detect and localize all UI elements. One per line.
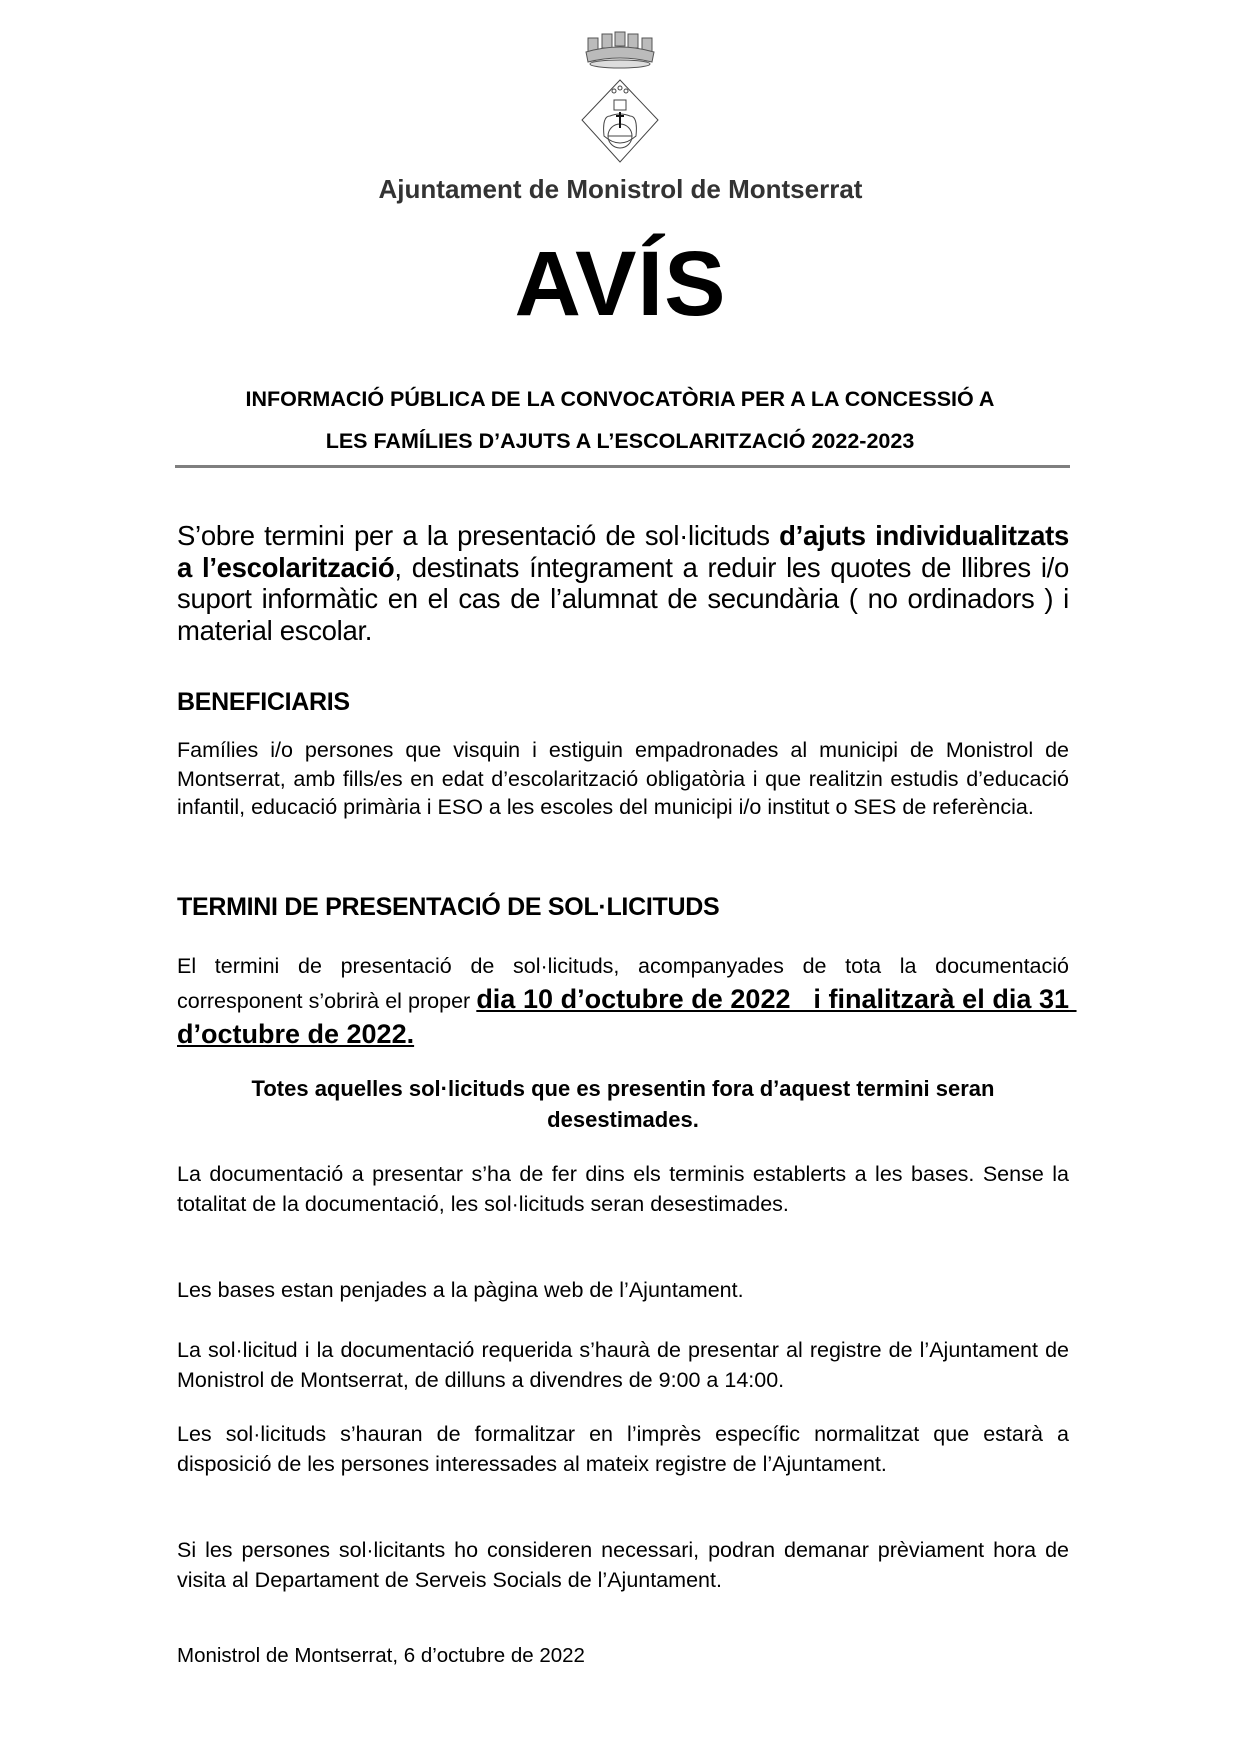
notice-title: AVÍS [514,233,727,335]
termini-heading: TERMINI DE PRESENTACIÓ DE SOL·LICITUDS [177,893,720,921]
intro-bold-text: d’ajuts individualitzats a l’escolarització [177,520,1077,583]
beneficiaris-heading: BENEFICIARIS [177,688,350,716]
paragraph-social-services: Si les persones sol·licitants ho consideren necessari, podran demanar prèviament hora de visita al Departament de Serveis Socials de l’Ajuntament. [177,1538,1069,1592]
intro-text-before: S’obre termini per a la presentació de sol·licituds [177,520,780,551]
header-divider [175,465,1070,468]
paragraph-bases: Les bases estan penjades a la pàgina web de l’Ajuntament. [177,1278,744,1302]
paragraph-documentation: La documentació a presentar s’ha de fer dins els terminis establerts a les bases. Sense la totalitat de la documentació, les sol·licituds seran desestimades. [177,1162,1069,1216]
paragraph-registry: La sol·licitud i la documentació requerida s’haurà de presentar al registre de l’Ajuntament de Monistrol de Montserrat, de dilluns a divendres de 9:00 a 14:00. [177,1338,1069,1392]
beneficiaris-paragraph: Famílies i/o persones que visquin i estiguin empadronades al municipi de Monistrol de Montserrat, amb fills/es en edat d’escolarització obligatòria i que realitzin estudis d’educació infantil, educació primària i ESO a les escoles del municipi i/o institut o SES de referència. [177,738,1069,819]
paragraph-form: Les sol·licituds s’hauran de formalitzar en l’imprès específic normalitzat que estarà a disposició de les persones interessades al mateix registre de l’Ajuntament. [177,1422,1069,1476]
municipal-coat-of-arms-icon [580,28,660,168]
subtitle-line-2: LES FAMÍLIES D’AJUTS A L’ESCOLARITZACIÓ 2022-2023 [325,429,915,453]
termini-text-before: El termini de presentació de sol·licituds, acompanyades de tota la documentació corresponent s’obrirà el proper [177,954,1075,1013]
organization-name: Ajuntament de Monistrol de Montserrat [378,174,863,204]
intro-paragraph [177,520,1077,646]
termini-paragraph [177,950,1077,1053]
termini-dates-highlight: dia 10 d’octubre de 2022 i finalitzarà el dia 31 d’octubre de 2022. [177,984,1077,1049]
intro-text-after: , destinats íntegrament a reduir les quotes de llibres i/o suport informàtic en el cas de l’alumnat de secundària ( no ordinadors ) i material escolar. [177,551,1077,646]
deadline-warning: Totes aquelles sol·licituds que es presentin fora d’aquest termini seran desestimades. [251,1076,995,1132]
signature-date: Monistrol de Montserrat, 6 d’octubre de 2022 [177,1644,585,1667]
subtitle-line-1: INFORMACIÓ PÚBLICA DE LA CONVOCATÒRIA PER A LA CONCESSIÓ A [245,387,995,411]
notice-subtitle [170,378,1070,462]
